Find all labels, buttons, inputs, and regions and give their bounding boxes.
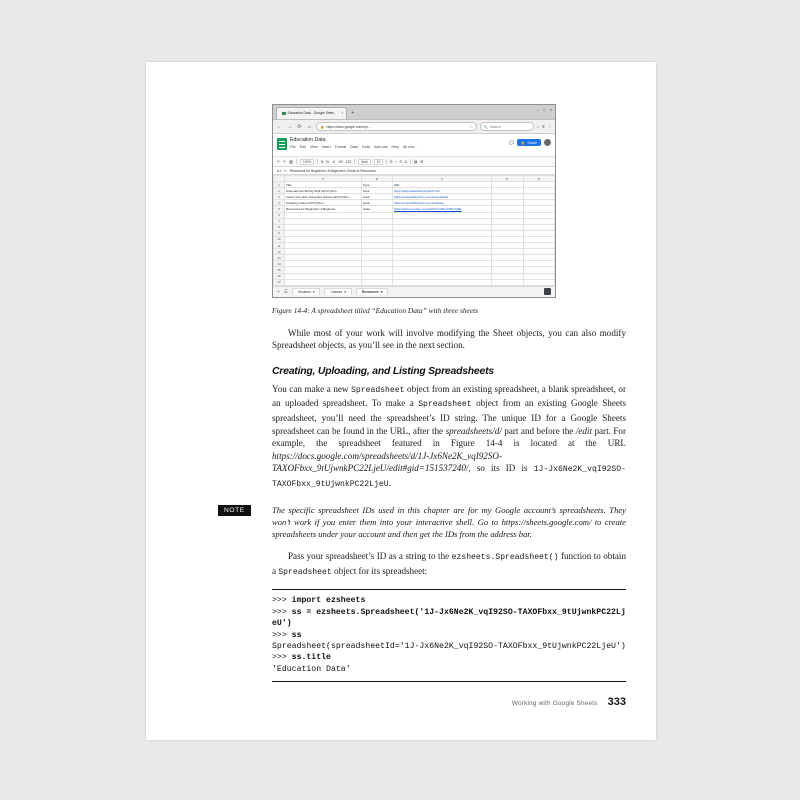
column-header-d[interactable]: D bbox=[492, 176, 524, 182]
code-prompt: >>> bbox=[272, 630, 292, 640]
code-text: ss.title bbox=[291, 653, 331, 663]
save-status: All cha... bbox=[402, 145, 417, 149]
cell-a3[interactable]: Invent Your Own Computer Games with Python bbox=[285, 194, 362, 200]
menu-addons[interactable]: Add-ons bbox=[374, 145, 388, 149]
formula-input[interactable]: Resources for Beginners: A Beginner's Guide to Resources bbox=[289, 168, 377, 173]
bold-icon[interactable]: B bbox=[390, 159, 393, 164]
row-header[interactable]: 9 bbox=[274, 230, 285, 236]
code-prompt: >>> bbox=[272, 607, 292, 617]
row-header[interactable]: 7 bbox=[274, 218, 285, 224]
search-bar[interactable] bbox=[480, 122, 534, 131]
toolbar-divider bbox=[317, 159, 318, 164]
italic-icon[interactable]: I bbox=[395, 159, 397, 164]
forward-icon[interactable]: → bbox=[287, 123, 292, 130]
para2-spreadsheet-id: 1J-Jx6Ne2K_vqI92SO-TAXOFbxx_9tUjwnkPC22LjeU bbox=[272, 465, 626, 490]
chevron-down-icon[interactable]: ▾ bbox=[344, 290, 346, 295]
home-icon[interactable]: ⌂ bbox=[307, 123, 312, 130]
cell-c4[interactable]: https://inventwithpython.com/cracking bbox=[393, 200, 492, 206]
close-icon[interactable]: × bbox=[341, 111, 344, 115]
sheets-logo-icon bbox=[277, 138, 287, 150]
sheets-header-actions bbox=[509, 139, 551, 146]
toolbar-divider bbox=[386, 159, 387, 164]
sheets-toolbar bbox=[273, 156, 555, 167]
menu-edit[interactable]: Edit bbox=[299, 145, 306, 149]
row-header[interactable]: 5 bbox=[274, 206, 285, 212]
para2-code-spreadsheet: Spreadsheet bbox=[351, 385, 405, 395]
text-color-icon[interactable]: A bbox=[404, 159, 407, 164]
section-heading: Creating, Uploading, and Listing Spreadsheets bbox=[272, 365, 494, 377]
cell-empty[interactable] bbox=[393, 279, 492, 285]
sheet-tab-students[interactable] bbox=[292, 288, 321, 295]
cell-empty[interactable] bbox=[362, 279, 393, 285]
para2-a: You can make a new bbox=[272, 383, 352, 394]
menu-data[interactable]: Data bbox=[350, 145, 358, 149]
column-header-b[interactable]: B bbox=[362, 176, 393, 182]
share-button-label: Share bbox=[527, 140, 537, 145]
browser-tab[interactable] bbox=[276, 107, 347, 119]
decrease-decimal-icon[interactable]: .0 bbox=[332, 159, 335, 164]
para3-c: object for its spreadsheet: bbox=[331, 565, 428, 576]
menu-tools[interactable]: Tools bbox=[361, 145, 371, 149]
row-header[interactable]: 16 bbox=[274, 273, 285, 279]
figure-caption: Figure 14-4: A spreadsheet titled “Education Data” with three sheets bbox=[272, 305, 479, 315]
font-family-select[interactable]: Arial bbox=[358, 159, 370, 165]
add-sheet-button[interactable]: + bbox=[277, 289, 280, 295]
menu-view[interactable]: View bbox=[310, 145, 318, 149]
row-header[interactable]: 11 bbox=[274, 243, 285, 249]
google-sheets-app bbox=[273, 133, 555, 297]
code-line bbox=[272, 595, 626, 606]
cell-b1[interactable]: Type bbox=[362, 182, 393, 188]
cell-empty[interactable] bbox=[285, 279, 362, 285]
row-header[interactable]: 17 bbox=[274, 279, 285, 285]
para3-a: Pass your spreadsheet’s ID as a string to the bbox=[288, 551, 452, 562]
sheet-tab-label: Classes bbox=[330, 290, 343, 295]
browser-window bbox=[272, 104, 556, 298]
code-line bbox=[272, 652, 626, 663]
running-head: Working with Google Sheets bbox=[511, 700, 598, 707]
column-header-c[interactable]: C bbox=[393, 176, 492, 182]
cell-a4[interactable]: Cracking Codes with Python bbox=[285, 200, 362, 206]
para2-e: part. For example, the spreadsheet featured in Figure 14-4 is located at the URL bbox=[272, 425, 626, 449]
code-block bbox=[272, 589, 626, 682]
cell-b5[interactable]: video bbox=[362, 206, 393, 212]
spreadsheet-grid[interactable] bbox=[273, 175, 555, 286]
toolbar-divider bbox=[296, 159, 297, 164]
code-text: ss = ezsheets.Spreadsheet('1J-Jx6Ne2K_vqI92SO-TAXOFbxx_9tUjwnkPC22LjeU') bbox=[272, 607, 626, 629]
sheet-tab-bar bbox=[273, 286, 555, 297]
cell-b2[interactable]: book bbox=[362, 188, 393, 194]
para3-code-obj: Spreadsheet bbox=[278, 567, 332, 577]
code-text: Spreadsheet(spreadsheetId='1J-Jx6Ne2K_vqI92SO-TAXOFbxx_9tUjwnkPC22LjeU') bbox=[272, 642, 626, 652]
menu-format[interactable]: Format bbox=[334, 145, 347, 149]
table-row[interactable] bbox=[274, 279, 555, 285]
formula-bar bbox=[273, 167, 555, 175]
menu-file[interactable]: File bbox=[290, 145, 296, 149]
lock-icon: 🔒 bbox=[320, 124, 325, 129]
row-header[interactable]: 13 bbox=[274, 255, 285, 261]
align-icon[interactable]: ☰ bbox=[420, 159, 424, 164]
figure-14-4 bbox=[272, 104, 556, 315]
reload-icon[interactable]: ⟳ bbox=[297, 123, 302, 130]
print-icon[interactable]: 🖨 bbox=[288, 159, 293, 164]
para2-c: object from an existing Google Sheets spreadsheet, you’ll need the spreadsheet’s ID string. The unique ID for a Google Sheets spreadsheet can be found in the URL, after the bbox=[272, 398, 626, 436]
address-bar-url: https://docs.google.com/spr... bbox=[326, 124, 371, 129]
paragraph-intro-text: While most of your work will involve modifying the Sheet objects, you can also modify Spreadsheet objects, as you’ll see in the next section. bbox=[272, 327, 626, 351]
address-bar[interactable] bbox=[316, 122, 477, 131]
cell-b4[interactable]: book bbox=[362, 200, 393, 206]
page-footer bbox=[272, 696, 626, 708]
undo-icon[interactable]: ↶ bbox=[277, 159, 280, 164]
sheet-tab-resources[interactable] bbox=[356, 288, 389, 295]
borders-icon[interactable]: ▤ bbox=[413, 159, 418, 164]
note-block bbox=[224, 504, 626, 541]
column-header-e[interactable]: E bbox=[523, 176, 555, 182]
page-number: 333 bbox=[607, 696, 626, 708]
font-size-select[interactable]: 10 bbox=[374, 159, 384, 165]
downloads-icon[interactable]: ↓ bbox=[536, 124, 540, 129]
cell-a1[interactable]: Title bbox=[285, 182, 362, 188]
cell-empty[interactable] bbox=[492, 279, 524, 285]
share-button[interactable] bbox=[517, 139, 541, 146]
redo-icon[interactable]: ↷ bbox=[282, 159, 286, 164]
para2-b: object from an existing spreadsheet, a blank spreadsheet, or an uploaded spreadsheet. To make a bbox=[272, 383, 626, 409]
zoom-level[interactable]: 100% bbox=[300, 159, 314, 165]
row-header[interactable]: 6 bbox=[274, 212, 285, 218]
note-badge: NOTE bbox=[218, 505, 251, 516]
para2-g: . bbox=[388, 478, 391, 489]
code-text: import ezsheets bbox=[291, 596, 366, 606]
maximize-icon[interactable]: □ bbox=[543, 107, 546, 112]
sheets-title-block bbox=[290, 137, 506, 149]
fx-icon: fx bbox=[284, 168, 287, 173]
row-header[interactable]: 4 bbox=[274, 200, 285, 206]
toolbar-divider bbox=[410, 159, 411, 164]
increase-decimal-icon[interactable]: .00 bbox=[337, 159, 343, 164]
row-header[interactable]: 2 bbox=[274, 188, 285, 194]
library-icon[interactable]: ≡ bbox=[542, 124, 545, 129]
code-prompt: >>> bbox=[272, 596, 292, 606]
row-header[interactable]: 1 bbox=[274, 182, 285, 188]
code-text: ss bbox=[291, 630, 302, 640]
para2-italic-edit: /edit bbox=[575, 425, 592, 436]
column-header-a[interactable]: A bbox=[285, 176, 362, 182]
browser-tab-title: Education Data - Google Shee... bbox=[287, 111, 337, 115]
code-text: 'Education Data' bbox=[272, 664, 351, 674]
chevron-down-icon[interactable]: ▾ bbox=[312, 290, 315, 295]
number-format-icon[interactable]: 123 bbox=[345, 159, 352, 164]
paragraph-pass-id bbox=[272, 550, 626, 579]
cell-c3[interactable]: https://inventwithpython.com/invent4thed bbox=[393, 194, 492, 200]
row-header[interactable]: 8 bbox=[274, 224, 285, 230]
paragraph-creating bbox=[272, 383, 626, 492]
cell-c1[interactable]: URL bbox=[393, 182, 492, 188]
all-sheets-menu-icon[interactable]: ☰ bbox=[283, 288, 288, 294]
para2-code-spreadsheet-2: Spreadsheet bbox=[418, 400, 472, 410]
row-header[interactable]: 10 bbox=[274, 236, 285, 242]
currency-icon[interactable]: $ bbox=[321, 159, 324, 164]
sheet-tab-classes[interactable] bbox=[324, 288, 351, 295]
bookmark-star-icon[interactable]: ☆ bbox=[469, 125, 473, 129]
code-line bbox=[272, 641, 626, 652]
comment-icon[interactable]: 💬 bbox=[508, 140, 514, 145]
row-header[interactable]: 15 bbox=[274, 267, 285, 273]
note-text: The specific spreadsheet IDs used in this chapter are for my Google account’s spreadsheets. They won’t work if you enter them into your interactive shell. Go to https://sheets.google.com/ to create spreadsheets under your account and then get the IDs from the address bar. bbox=[272, 504, 626, 540]
chevron-down-icon[interactable]: ▾ bbox=[380, 290, 383, 295]
cell-b3[interactable]: book bbox=[362, 194, 393, 200]
code-line bbox=[272, 607, 626, 630]
sheet-tab-label: Students bbox=[297, 290, 311, 295]
percent-icon[interactable]: % bbox=[326, 159, 330, 164]
sheet-tab-label: Resources bbox=[361, 290, 379, 295]
cell-a2[interactable]: Automate the Boring Stuff with Python bbox=[285, 188, 362, 194]
sheets-favicon-icon bbox=[282, 112, 286, 116]
para2-d: part and before the bbox=[501, 425, 576, 436]
strikethrough-icon[interactable]: S bbox=[399, 159, 402, 164]
para2-url: https://docs.google.com/spreadsheets/d/1J-Jx6Ne2K_vqI92SO-TAXOFbxx_9tUjwnkPC22LjeU/edit#gid=151537240/ bbox=[272, 450, 502, 474]
book-page bbox=[146, 62, 656, 740]
window-controls bbox=[537, 107, 552, 112]
row-header[interactable]: 14 bbox=[274, 261, 285, 267]
minimize-icon[interactable]: – bbox=[537, 107, 540, 112]
row-header[interactable]: 3 bbox=[274, 194, 285, 200]
avatar[interactable] bbox=[544, 139, 551, 146]
paragraph-intro bbox=[272, 327, 626, 352]
explore-icon[interactable] bbox=[544, 288, 551, 295]
menu-help[interactable]: Help bbox=[391, 145, 399, 149]
new-tab-button[interactable]: + bbox=[351, 110, 355, 116]
browser-tab-bar bbox=[273, 105, 555, 119]
lock-small-icon: 🔒 bbox=[520, 140, 526, 145]
para2-f: , so its ID is bbox=[468, 463, 534, 474]
close-window-icon[interactable]: × bbox=[549, 107, 552, 112]
row-header[interactable]: 12 bbox=[274, 249, 285, 255]
cell-c5[interactable]: https://www.youtube.com/watch?v=Bxw7kBpYQ6E bbox=[393, 206, 492, 212]
para3-code-fn: ezsheets.Spreadsheet() bbox=[451, 553, 559, 563]
toolbar-divider bbox=[354, 159, 355, 164]
search-icon: 🔍 bbox=[483, 124, 489, 129]
code-prompt: >>> bbox=[272, 653, 292, 663]
code-line bbox=[272, 630, 626, 641]
cell-empty[interactable] bbox=[523, 279, 555, 285]
menu-icon[interactable]: ⋮ bbox=[547, 123, 552, 129]
para2-italic-path: spreadsheets/d/ bbox=[445, 425, 502, 436]
cell-c2[interactable]: https://automatetheboringstuff.com bbox=[393, 188, 492, 194]
menu-insert[interactable]: Insert bbox=[321, 145, 331, 149]
browser-nav-bar bbox=[273, 119, 555, 133]
sheets-header bbox=[273, 134, 555, 156]
cell-reference-box[interactable]: A1 bbox=[277, 168, 282, 173]
code-line bbox=[272, 664, 626, 675]
para3-b: function to obtain a bbox=[272, 551, 626, 576]
page-content bbox=[224, 104, 626, 682]
document-title[interactable]: Education Data bbox=[290, 137, 326, 143]
cell-a5[interactable]: Resources for Beginners: A Beginner... bbox=[285, 206, 362, 212]
back-icon[interactable]: ← bbox=[277, 123, 282, 130]
sheets-menubar bbox=[290, 145, 506, 149]
search-placeholder: Search bbox=[490, 124, 501, 129]
